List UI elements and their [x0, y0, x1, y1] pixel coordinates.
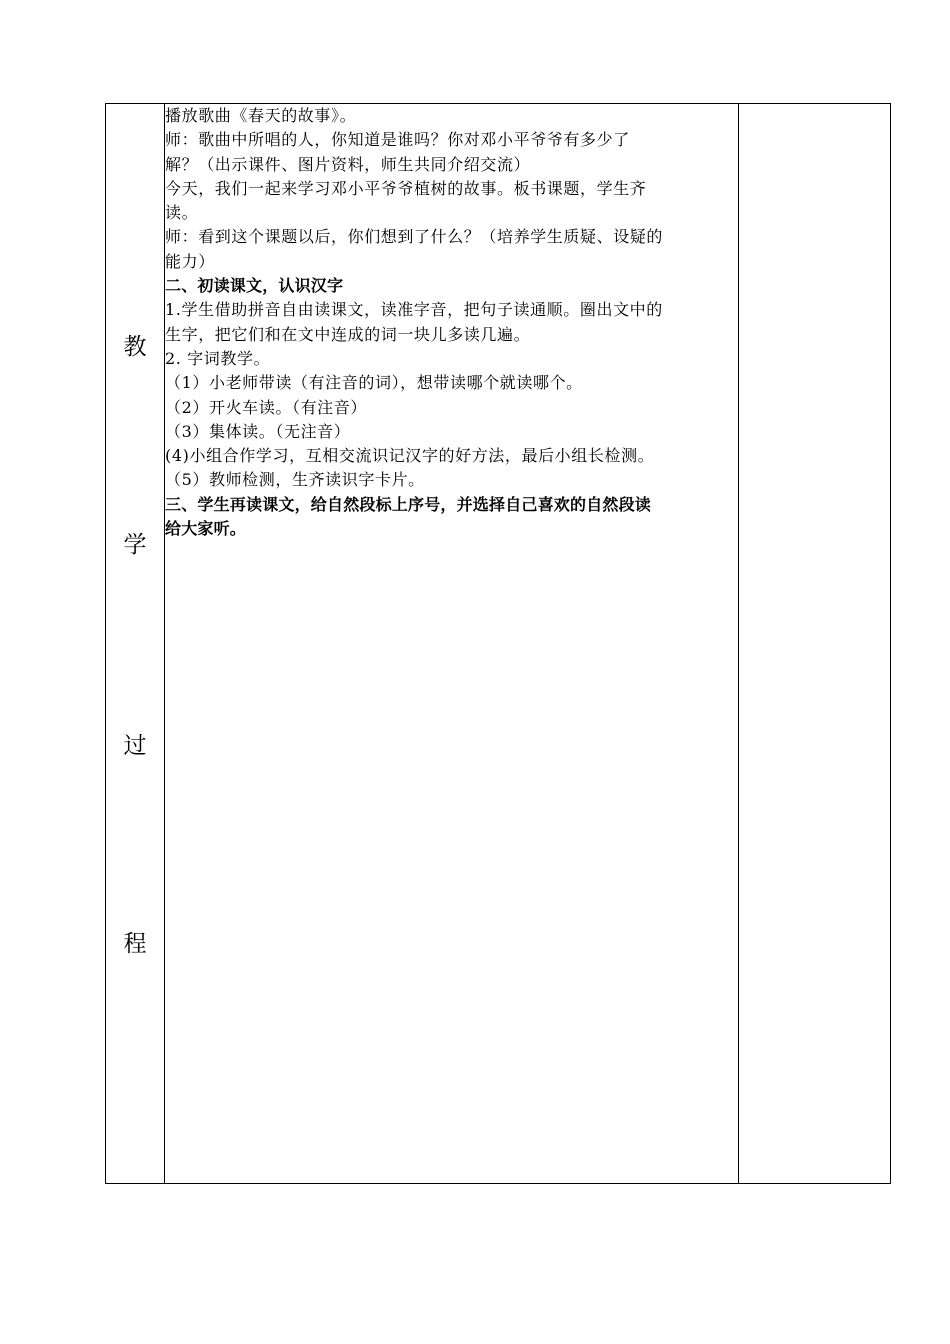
section-label-char: 教 — [123, 334, 147, 360]
content-line: 师：看到这个课题以后，你们想到了什么？（培养学生质疑、设疑的 — [165, 227, 664, 247]
section-heading: 二、初读课文，认识汉字 — [165, 276, 344, 296]
content-line: (4)小组合作学习，互相交流识记汉字的好方法，最后小组长检测。 — [165, 446, 655, 466]
content-line: 读。 — [165, 203, 199, 223]
section-label-cell — [106, 104, 165, 1184]
content-line: （2）开火车读。（有注音） — [165, 397, 367, 417]
content-line: 1.学生借助拼音自由读课文，读准字音，把句子读通顺。圈出文中的 — [165, 300, 663, 320]
lesson-content-cell — [165, 104, 739, 1184]
content-line: 生字，把它们和在文中连成的词一块儿多读几遍。 — [165, 324, 531, 344]
content-line: 解？（出示课件、图片资料，师生共同介绍交流） — [165, 154, 531, 174]
content-line: 2. 字词教学。 — [165, 348, 271, 368]
content-line: （5）教师检测，生齐读识字卡片。 — [165, 470, 425, 490]
content-line: 今天，我们一起来学习邓小平爷爷植树的故事。板书课题，学生齐 — [165, 178, 647, 198]
content-line: 师：歌曲中所唱的人，你知道是谁吗？你对邓小平爷爷有多少了 — [165, 130, 630, 150]
table-row — [106, 104, 891, 1184]
section-heading: 给大家听。 — [165, 519, 247, 539]
content-line: 播放歌曲《春天的故事》。 — [165, 106, 357, 125]
section-heading: 三、学生再读课文，给自然段标上序号，并选择自己喜欢的自然段读 — [165, 494, 652, 514]
lesson-content — [165, 104, 738, 541]
notes-cell — [739, 104, 891, 1184]
section-label-char: 程 — [123, 931, 147, 957]
section-label-char: 过 — [123, 733, 147, 759]
section-label-char: 学 — [123, 532, 147, 558]
content-line: （1）小老师带读（有注音的词），想带读哪个就读哪个。 — [165, 373, 583, 393]
lesson-plan-table — [105, 103, 891, 1184]
content-line: 能力） — [165, 251, 215, 271]
content-line: （3）集体读。（无注音） — [165, 421, 351, 441]
